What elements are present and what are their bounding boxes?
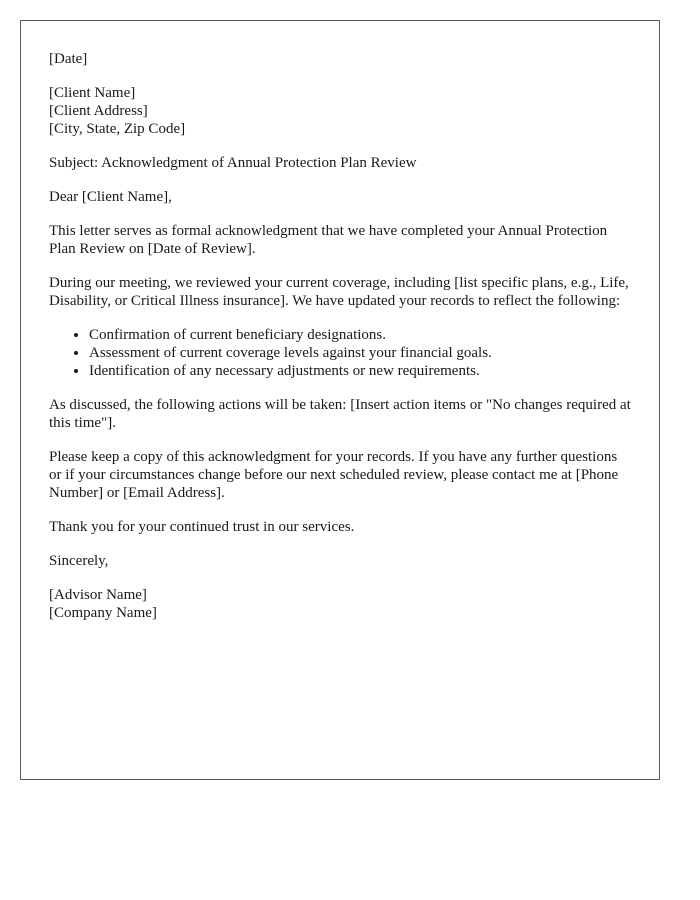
signature-block <box>49 586 631 622</box>
list-item: • Confirmation of current beneficiary designations. <box>89 326 631 344</box>
meeting-paragraph: During our meeting, we reviewed your current coverage, including [list specific plans, e.g., Life, Disability, or Critical Illness insurance]. We have updated your records to reflect the following: <box>49 275 629 309</box>
recipient-address: [Client Address] <box>49 103 148 119</box>
thank-you-paragraph: Thank you for your continued trust in our services. <box>49 519 355 535</box>
letter-salutation: Dear [Client Name], <box>49 189 172 205</box>
letter-page <box>20 20 660 780</box>
actions-paragraph: As discussed, the following actions will be taken: [Insert action items or "No changes required at this time"]. <box>49 397 631 431</box>
list-item: • Identification of any necessary adjustments or new requirements. <box>89 362 631 380</box>
recipient-address-block <box>49 84 631 138</box>
list-item: • Assessment of current coverage levels against your financial goals. <box>89 344 631 362</box>
letter-date: [Date] <box>49 51 88 67</box>
recipient-city-state-zip: [City, State, Zip Code] <box>49 121 186 137</box>
intro-paragraph: This letter serves as formal acknowledgment that we have completed your Annual Protection Plan Review on [Date of Review]. <box>49 223 608 257</box>
company-name: [Company Name] <box>49 605 157 621</box>
review-items-list <box>49 326 631 380</box>
letter-subject: Subject: Acknowledgment of Annual Protection Plan Review <box>49 155 417 171</box>
advisor-name: [Advisor Name] <box>49 587 147 603</box>
recipient-name: [Client Name] <box>49 85 136 101</box>
records-paragraph: Please keep a copy of this acknowledgment for your records. If you have any further questions or if your circumstances change before our next scheduled review, please contact me at [Phone Number] or [Email Address]. <box>49 449 619 501</box>
letter-closing: Sincerely, <box>49 553 109 569</box>
